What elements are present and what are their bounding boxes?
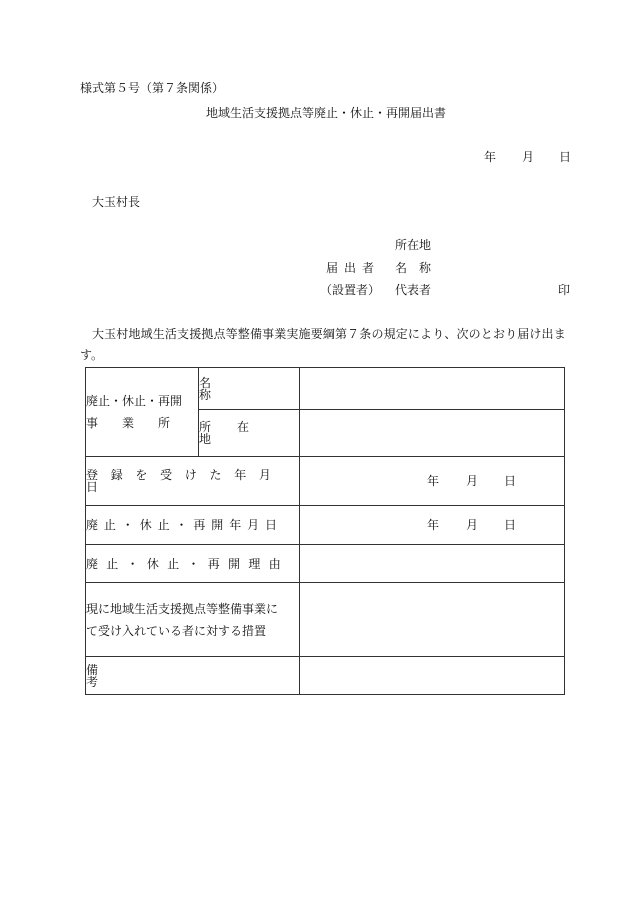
measures-line1: 現に地域生活支援拠点等整備事業に [86, 601, 279, 616]
registration-date-label-cell [86, 457, 300, 506]
representative-label: 代表者 [395, 283, 432, 297]
notification-table [85, 367, 565, 695]
remarks-label-cell [86, 657, 300, 695]
establisher-label: （設置者） [320, 283, 381, 297]
table-row [86, 457, 565, 506]
date-month: 月 [522, 150, 535, 164]
reason-label-cell [86, 545, 300, 583]
reason-value[interactable] [300, 545, 565, 583]
applicant-name-label: 名称 [395, 261, 444, 275]
registration-date-day: 日 [504, 474, 517, 488]
reason-label: 廃止・休止・再開理由 [86, 556, 290, 571]
suspension-date-label: 廃止・休止・再開年月日 [86, 518, 283, 532]
suspension-date-label-cell [86, 506, 300, 545]
suspension-date-value[interactable] [300, 506, 565, 545]
facility-group-line2 [86, 412, 198, 434]
remarks-value[interactable] [300, 657, 565, 695]
registration-date-value[interactable] [300, 457, 565, 506]
form-number: 様式第５号（第７条関係） [80, 81, 225, 95]
body-text-line2: す。 [80, 348, 104, 362]
body-text-line1: 大玉村地域生活支援拠点等整備事業実施要綱第７条の規定により、次のとおり届け出ま [92, 327, 566, 341]
table-row [86, 583, 565, 657]
table-row [86, 368, 565, 410]
date-year: 年 [484, 150, 497, 164]
date-day: 日 [559, 150, 572, 164]
suspension-date-day: 日 [504, 518, 517, 532]
facility-location-label: 所在地 [199, 420, 276, 446]
applicant-label-text: 届出者 [326, 261, 381, 275]
facility-name-label: 名称 [199, 375, 272, 402]
facility-group-line2-text: 事業所 [86, 416, 195, 430]
addressee: 大玉村長 [92, 195, 141, 209]
facility-name-value[interactable] [300, 368, 565, 410]
applicant-location-label: 所在地 [395, 238, 432, 252]
suspension-date-year: 年 [427, 518, 440, 532]
suspension-date-month: 月 [466, 518, 479, 532]
facility-group-label [86, 368, 199, 457]
table-row [86, 506, 565, 545]
seal-mark: 印 [558, 283, 571, 297]
facility-location-label-cell [199, 410, 300, 457]
facility-location-value[interactable] [300, 410, 565, 457]
registration-date-month: 月 [466, 474, 479, 488]
registration-date-label: 登録を受けた年月日 [86, 468, 284, 494]
measures-label-cell [86, 583, 300, 657]
table-row [86, 657, 565, 695]
remarks-label: 備考 [86, 662, 269, 689]
facility-name-label-cell [199, 368, 300, 410]
applicant-label [326, 261, 381, 275]
table-row [86, 545, 565, 583]
measures-value[interactable] [300, 583, 565, 657]
measures-line2: て受け入れている者に対する措置 [86, 623, 267, 638]
document-title: 地域生活支援拠点等廃止・休止・再開届出書 [206, 106, 447, 120]
facility-group-line1: 廃止・休止・再開 [86, 394, 183, 408]
registration-date-year: 年 [427, 474, 440, 488]
